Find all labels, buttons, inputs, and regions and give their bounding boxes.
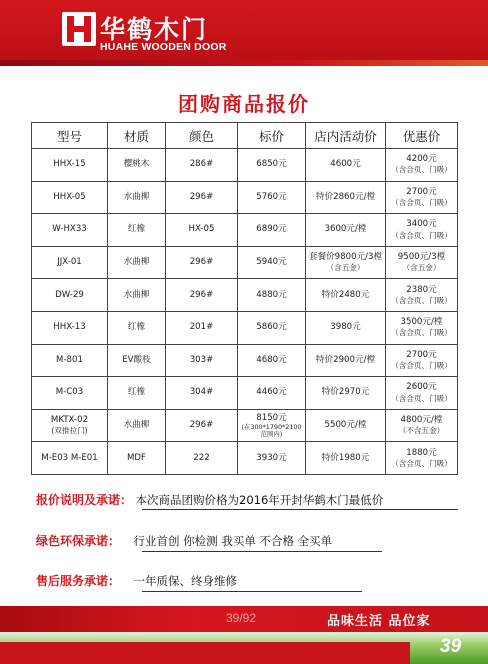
header-color: 颜色 [166,123,238,149]
cell-color [166,246,238,279]
cell-color-text: 201# [189,322,214,333]
cell-material-text: 水曲柳 [123,256,150,267]
cell-model-text: MKTX-02 [50,415,89,426]
cell-material [108,409,166,442]
promise-green-label: 绿色环保承诺： [36,534,121,548]
cell-material [108,214,166,247]
cell-store-price [306,181,386,214]
cell-material-text: 樱桃木 [123,159,150,170]
cell-model [32,311,108,344]
header-discount-price: 优惠价 [386,123,458,149]
cell-color-text: HX-05 [188,224,215,235]
cell-discount-price [386,344,458,377]
cell-color-text: 286# [189,159,214,170]
cell-list-price [238,311,306,344]
cell-material-text: EV酸枝 [122,354,151,365]
cell-model-text: M-E03 M-E01 [41,452,98,463]
cell-model-text: HHX-13 [53,322,86,333]
cell-list-price [238,149,306,182]
table-body [32,149,458,475]
cell-material [108,311,166,344]
footer-slogan: 品味生活 品位家 [327,614,431,629]
cell-list-price [238,409,306,442]
table-row [32,442,458,475]
promise-green-text: 行业首创 你检测 我买单 不合格 全买单 [133,534,333,548]
cell-material [108,377,166,410]
header-model: 型号 [32,123,108,149]
cell-model-text: DW-29 [55,289,84,300]
cell-color-text: 222 [193,452,210,463]
cell-discount-price-note: （不含五金） [398,426,445,436]
cell-color [166,149,238,182]
cell-store-price [306,442,386,475]
price-table [31,122,458,475]
cell-store-price-text: 5500元/樘 [324,419,367,430]
cell-material-text: 水曲柳 [123,419,150,430]
cell-list-price [238,377,306,410]
cell-material [108,246,166,279]
cell-discount-price-text: 4800元/樘 [400,415,443,426]
cell-list-price [238,246,306,279]
cell-list-price [238,279,306,312]
cell-discount-price-text: 2700元 [406,186,437,197]
cell-model [32,409,108,442]
cell-list-price-text: 3930元 [256,452,287,463]
cell-list-price-text: 5860元 [256,322,287,333]
table-row [32,246,458,279]
cell-discount-price-text: 2700元 [406,349,437,360]
huahe-logo-icon [62,12,96,46]
cell-discount-price-text: 2380元 [406,284,437,295]
cell-model [32,279,108,312]
table-row [32,149,458,182]
divider [142,509,458,510]
page-number: 39 [440,636,462,657]
cell-discount-price-note: （含合页、门吸） [391,295,452,305]
cell-color-text: 296# [189,256,214,267]
table-header-row [32,123,458,149]
page-title: 团购商品报价 [178,92,310,116]
cell-store-price [306,344,386,377]
cell-discount-price-note: （含合页、门吸） [391,198,452,208]
cell-list-price [238,442,306,475]
cell-discount-price-note: （含合页、门吸） [391,393,452,403]
cell-store-price-text: 特价2900元/樘 [315,354,376,365]
cell-store-price-text: 特价2480元 [321,289,370,300]
cell-material [108,149,166,182]
cell-store-price-text: 3980元 [330,322,361,333]
cell-model-note: (双推拉门) [51,426,88,436]
cell-discount-price [386,377,458,410]
cell-store-price [306,149,386,182]
divider [142,591,362,592]
cell-store-price-text: 套餐价9800元/3樘 [308,252,383,263]
cell-store-price-text: 4600元 [330,159,361,170]
cell-material-text: 红橡 [127,322,146,333]
cell-discount-price-note: （含合页、门吸） [391,458,452,468]
promise-price-label: 报价说明及承诺： [36,493,133,507]
table-row [32,214,458,247]
cell-store-price [306,214,386,247]
cell-material [108,344,166,377]
cell-color [166,377,238,410]
cell-store-price-text: 特价1980元 [321,452,370,463]
cell-discount-price-text: 3500元/樘 [400,317,443,328]
cell-model [32,149,108,182]
cell-discount-price-note: （含合页、门吸） [391,361,452,371]
cell-color [166,279,238,312]
footer-red-stripe [0,642,410,664]
cell-discount-price-text: 4200元 [406,154,437,165]
cell-material [108,442,166,475]
cell-color-text: 303# [189,354,214,365]
cell-color [166,214,238,247]
promise-service [36,572,237,589]
cell-store-price-text: 3600元/樘 [324,224,367,235]
cell-discount-price [386,214,458,247]
cell-model-text: W-HX33 [52,224,87,235]
brand-name-en: HUAHE WOODEN DOOR [100,41,227,53]
cell-discount-price-text: 3400元 [406,219,437,230]
cell-model [32,214,108,247]
table-row [32,409,458,442]
cell-discount-price [386,311,458,344]
cell-color [166,344,238,377]
cell-material-text: 水曲柳 [123,289,150,300]
table-row [32,344,458,377]
cell-discount-price [386,181,458,214]
promise-service-text: 一年质保、终身维修 [133,574,238,588]
cell-color [166,409,238,442]
cell-discount-price [386,149,458,182]
cell-discount-price [386,442,458,475]
cell-store-price-text: 特价2970元 [321,387,370,398]
cell-color [166,311,238,344]
brand-name-cn: 华鹤木门 [100,15,209,44]
cell-model-text: JJX-01 [57,256,82,267]
cell-store-price-text: 特价2860元/樘 [315,191,376,202]
cell-color-text: 296# [189,191,214,202]
header-store-price: 店内活动价 [306,123,386,149]
table-row [32,181,458,214]
cell-discount-price-text: 1880元 [406,447,437,458]
cell-discount-price-note: （含合页、门吸） [391,328,452,338]
cell-list-price-text: 4880元 [256,289,287,300]
cell-discount-price [386,279,458,312]
cell-material-text: 红橡 [127,387,146,398]
cell-discount-price [386,409,458,442]
cell-list-price-text: 6890元 [256,224,287,235]
cell-discount-price-text: 9500元/3樘 [397,252,446,263]
cell-material [108,181,166,214]
cell-discount-price [386,246,458,279]
cell-material-text: 水曲柳 [123,191,150,202]
cell-discount-price-text: 2600元 [406,382,437,393]
promise-service-label: 售后服务承诺： [36,574,121,588]
cell-material [108,279,166,312]
cell-discount-price-note: （含合页、门吸） [391,230,452,240]
cell-store-price [306,409,386,442]
cell-model [32,377,108,410]
table-row [32,279,458,312]
cell-list-price-text: 6850元 [256,159,287,170]
cell-store-price [306,377,386,410]
header-list-price: 标价 [238,123,306,149]
promise-green [36,532,332,549]
cell-store-price [306,311,386,344]
cell-list-price-text: 5760元 [256,191,287,202]
table-row [32,311,458,344]
cell-store-price-note: （含五金） [326,263,365,273]
cell-color-text: 296# [189,289,214,300]
promise-price [36,491,383,508]
cell-store-price [306,279,386,312]
cell-list-price [238,344,306,377]
cell-model [32,442,108,475]
cell-model [32,344,108,377]
promise-price-text: 本次商品团购价格为2016年开封华鹤木门最低价 [135,493,384,507]
cell-model [32,246,108,279]
cell-store-price [306,246,386,279]
cell-list-price-note: (在300*1790*2100范围内) [241,422,302,439]
cell-list-price-text: 5940元 [256,256,287,267]
cell-color [166,442,238,475]
cell-list-price [238,181,306,214]
cell-discount-price-note: （含五金） [402,263,441,273]
cell-material-text: 红橡 [127,224,146,235]
cell-list-price-text: 8150元 [256,412,287,423]
cell-model-text: M-C03 [55,387,84,398]
header-material: 材质 [108,123,166,149]
cell-color-text: 304# [189,387,214,398]
cell-list-price-text: 4680元 [256,354,287,365]
cell-model [32,181,108,214]
cell-list-price-text: 4460元 [256,387,287,398]
cell-model-text: HHX-05 [53,191,86,202]
table-row [32,377,458,410]
cell-model-text: M-801 [56,354,83,365]
page-fraction: 39/92 [226,611,257,625]
cell-color [166,181,238,214]
cell-color-text: 296# [189,419,214,430]
cell-list-price [238,214,306,247]
footer-banner [0,606,488,664]
cell-discount-price-note: （含合页、门吸） [391,165,452,175]
cell-material-text: MDF [127,452,146,463]
header-banner [0,0,488,66]
divider [142,551,382,552]
cell-model-text: HHX-15 [53,159,86,170]
